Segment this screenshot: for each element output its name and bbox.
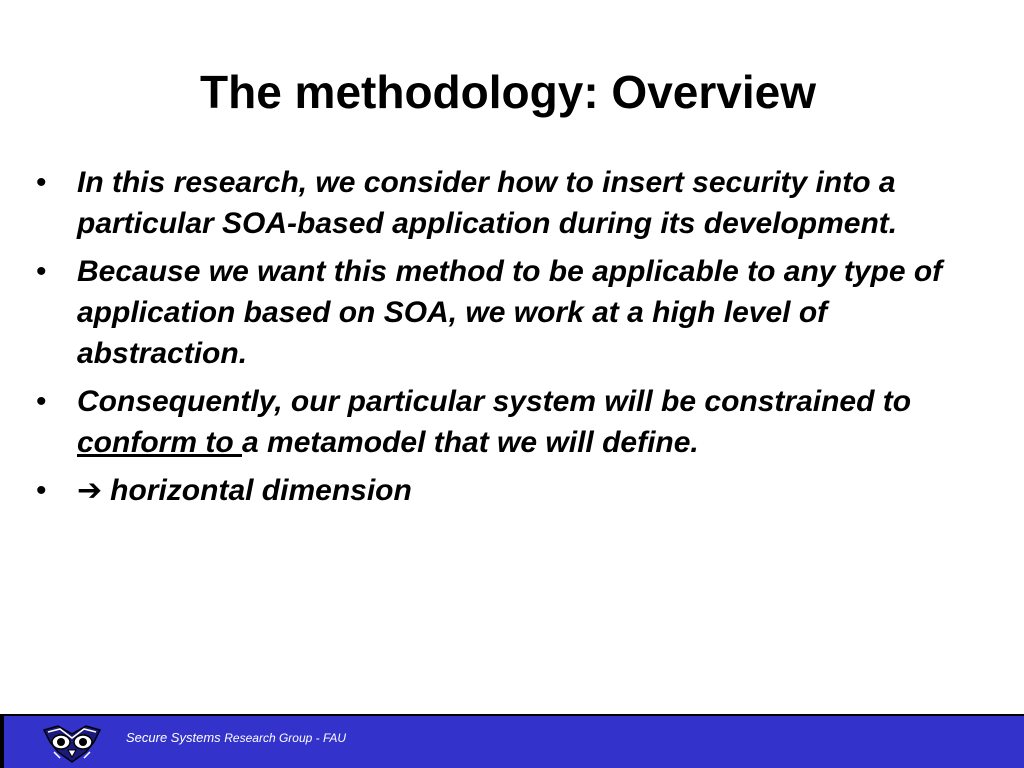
footer-text	[126, 730, 346, 745]
bullet-item	[36, 251, 996, 374]
slide-title: The methodology: Overview	[200, 66, 816, 118]
bullet-marker: •	[36, 474, 47, 507]
underlined-phrase: conform to	[77, 426, 242, 459]
bullet-text: horizontal dimension	[110, 474, 412, 507]
footer-text-part2: Research Group - FAU	[224, 731, 347, 745]
bullet-list	[36, 162, 996, 518]
owl-logo-icon	[40, 722, 104, 764]
footer-edge	[0, 716, 4, 768]
arrow-right-icon: ➔	[77, 474, 103, 507]
footer-text-part1: Secure Systems	[126, 730, 225, 745]
bullet-text-before: Consequently, our particular system will be constrained to	[77, 385, 912, 418]
bullet-text: In this research, we consider how to insert security into a particular SOA-based application during its development.	[77, 166, 898, 240]
bullet-text-after: a metamodel that we will define.	[242, 426, 699, 459]
bullet-item	[36, 381, 996, 463]
bullet-marker: •	[36, 255, 47, 288]
bullet-item	[36, 470, 996, 511]
bullet-marker: •	[36, 385, 47, 418]
bullet-item	[36, 162, 996, 244]
bullet-marker: •	[36, 166, 47, 199]
bullet-text: Because we want this method to be applicable to any type of application based on SOA, we work at a high level of abstraction.	[77, 255, 943, 370]
footer-bar	[0, 714, 1024, 768]
